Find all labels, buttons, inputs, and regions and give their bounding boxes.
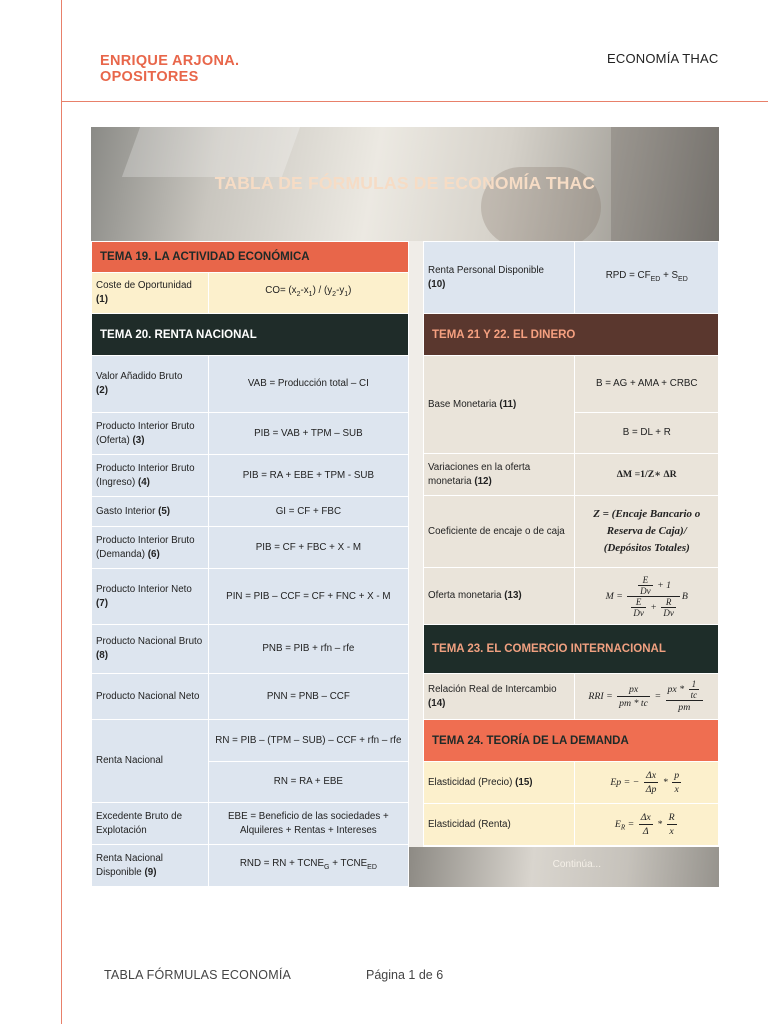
banner-image [91, 127, 719, 241]
row-label: Gasto Interior (5) [92, 497, 209, 527]
row-formula: PIB = CF + FBC + X - M [208, 527, 408, 569]
row-rnd [92, 845, 409, 887]
row-formula: M = $\frac{E}{Dv}$ + 1 $\frac{E}{Dv}$ + $\frac{R}{Dv}$ B [575, 568, 719, 625]
row-formula: RPD = $CF_{ED} + S_{ED}$ [575, 242, 719, 314]
row-label: Base Monetaria (11) [424, 356, 575, 454]
section-title: TEMA 24. TEORÍA DE LA DEMANDA [424, 720, 719, 762]
row-elasticidad-precio [424, 762, 719, 804]
header-rule [61, 101, 768, 102]
row-label: Producto Nacional Bruto (8) [92, 625, 209, 674]
row-formula: Z = (Encaje Bancario o Reserva de Caja)/ (Depósitos Totales) [575, 496, 719, 568]
row-formula: VAB = Producción total – CI [208, 356, 408, 413]
row-formula: PNN = PNB – CCF [208, 674, 408, 720]
section-title: TEMA 19. LA ACTIVIDAD ECONÓMICA [92, 242, 409, 273]
row-pib-demanda [92, 527, 409, 569]
row-variaciones-oferta [424, 454, 719, 496]
row-renta-nacional [92, 720, 409, 762]
continua-photo [409, 847, 719, 887]
continua-label: Continúa... [552, 859, 601, 870]
row-label: Producto Interior Bruto (Ingreso) (4) [92, 455, 209, 497]
row-formula: ΔM =1/Z∗ ΔR [575, 454, 719, 496]
banner-title: TABLA DE FÓRMULAS DE ECONOMÍA THAC [214, 173, 596, 193]
row-label: Relación Real de Intercambio (14) [424, 674, 575, 720]
row-label: Elasticidad (Precio) (15) [424, 762, 575, 804]
section-tema-21-22 [424, 314, 719, 356]
right-formula-table [423, 241, 719, 846]
row-label: Excedente Bruto de Explotación [92, 803, 209, 845]
row-formula: RN = RA + EBE [208, 762, 408, 803]
row-formula: GI = CF + FBC [208, 497, 408, 527]
row-formula: RRI = $\frac{px}{pm * tc}$ = px * $\frac{1}{tc}$ pm [575, 674, 719, 720]
row-formula: PIB = RA + EBE + TPM - SUB [208, 455, 408, 497]
footer-doc-name: TABLA FÓRMULAS ECONOMÍA [104, 968, 292, 982]
row-label: Producto Nacional Neto [92, 674, 209, 720]
row-formula: RND = RN + $TCNE_G$ + $TCNE_{ED}$ [208, 845, 408, 887]
row-ebe [92, 803, 409, 845]
row-formula: Ep = − $\frac{\Delta x}{\Delta p}$ * $\frac{p}{x}$ [575, 762, 719, 804]
row-formula: EBE = Beneficio de las sociedades + Alquileres + Rentas + Intereses [208, 803, 408, 845]
row-formula: B = AG + AMA + CRBC [575, 356, 719, 413]
row-coste-oportunidad [92, 273, 409, 314]
row-coeficiente-encaje [424, 496, 719, 568]
section-title: TEMA 23. EL COMERCIO INTERNACIONAL [424, 625, 719, 674]
margin-line [61, 0, 62, 1024]
row-formula: PNB = PIB + rfn – rfe [208, 625, 408, 674]
section-tema-24 [424, 720, 719, 762]
brand-line-2: OPOSITORES [100, 69, 199, 85]
document-subject: ECONOMÍA THAC [607, 51, 719, 66]
row-label: Producto Interior Neto (7) [92, 569, 209, 625]
row-rpd [424, 242, 719, 314]
row-label: Elasticidad (Renta) [424, 804, 575, 846]
row-label: Renta Personal Disponible (10) [424, 242, 575, 314]
left-formula-table [91, 241, 409, 887]
row-label: Producto Interior Bruto (Oferta) (3) [92, 413, 209, 455]
row-label: Coeficiente de encaje o de caja [424, 496, 575, 568]
row-label: Producto Interior Bruto (Demanda) (6) [92, 527, 209, 569]
section-tema-19 [92, 242, 409, 273]
row-gasto-interior [92, 497, 409, 527]
row-label: Variaciones en la oferta monetaria (12) [424, 454, 575, 496]
row-label: Oferta monetaria (13) [424, 568, 575, 625]
row-formula: PIB = VAB + TPM – SUB [208, 413, 408, 455]
row-pnn [92, 674, 409, 720]
footer-page-number: Página 1 de 6 [366, 968, 444, 982]
row-pib-oferta [92, 413, 409, 455]
brand-logo [100, 53, 239, 85]
section-tema-20 [92, 314, 409, 356]
row-elasticidad-renta [424, 804, 719, 846]
section-title: TEMA 21 Y 22. EL DINERO [424, 314, 719, 356]
row-pib-ingreso [92, 455, 409, 497]
brand-line-1: ENRIQUE ARJONA. [100, 53, 240, 69]
row-pnb [92, 625, 409, 674]
section-tema-23 [424, 625, 719, 674]
row-formula: PIN = PIB – CCF = CF + FNC + X - M [208, 569, 408, 625]
row-label: Renta Nacional [92, 720, 209, 803]
section-title: TEMA 20. RENTA NACIONAL [92, 314, 409, 356]
row-pin [92, 569, 409, 625]
row-rri [424, 674, 719, 720]
row-label: Coste de Oportunidad (1) [92, 273, 209, 314]
row-base-monetaria [424, 356, 719, 413]
column-gap [409, 241, 423, 886]
row-oferta-monetaria [424, 568, 719, 625]
row-vab [92, 356, 409, 413]
row-formula: RN = PIB – (TPM – SUB) – CCF + rfn – rfe [208, 720, 408, 762]
row-formula: $E_R$ = $\frac{\Delta x}{\Delta}$ * $\frac{R}{x}$ [575, 804, 719, 846]
row-formula: B = DL + R [575, 413, 719, 454]
row-formula: $CO= (x_2-x_1) / (y_2-y_1)$ [208, 273, 408, 314]
row-label: Valor Añadido Bruto (2) [92, 356, 209, 413]
row-label: Renta Nacional Disponible (9) [92, 845, 209, 887]
banner-photo-highlight [122, 127, 300, 177]
